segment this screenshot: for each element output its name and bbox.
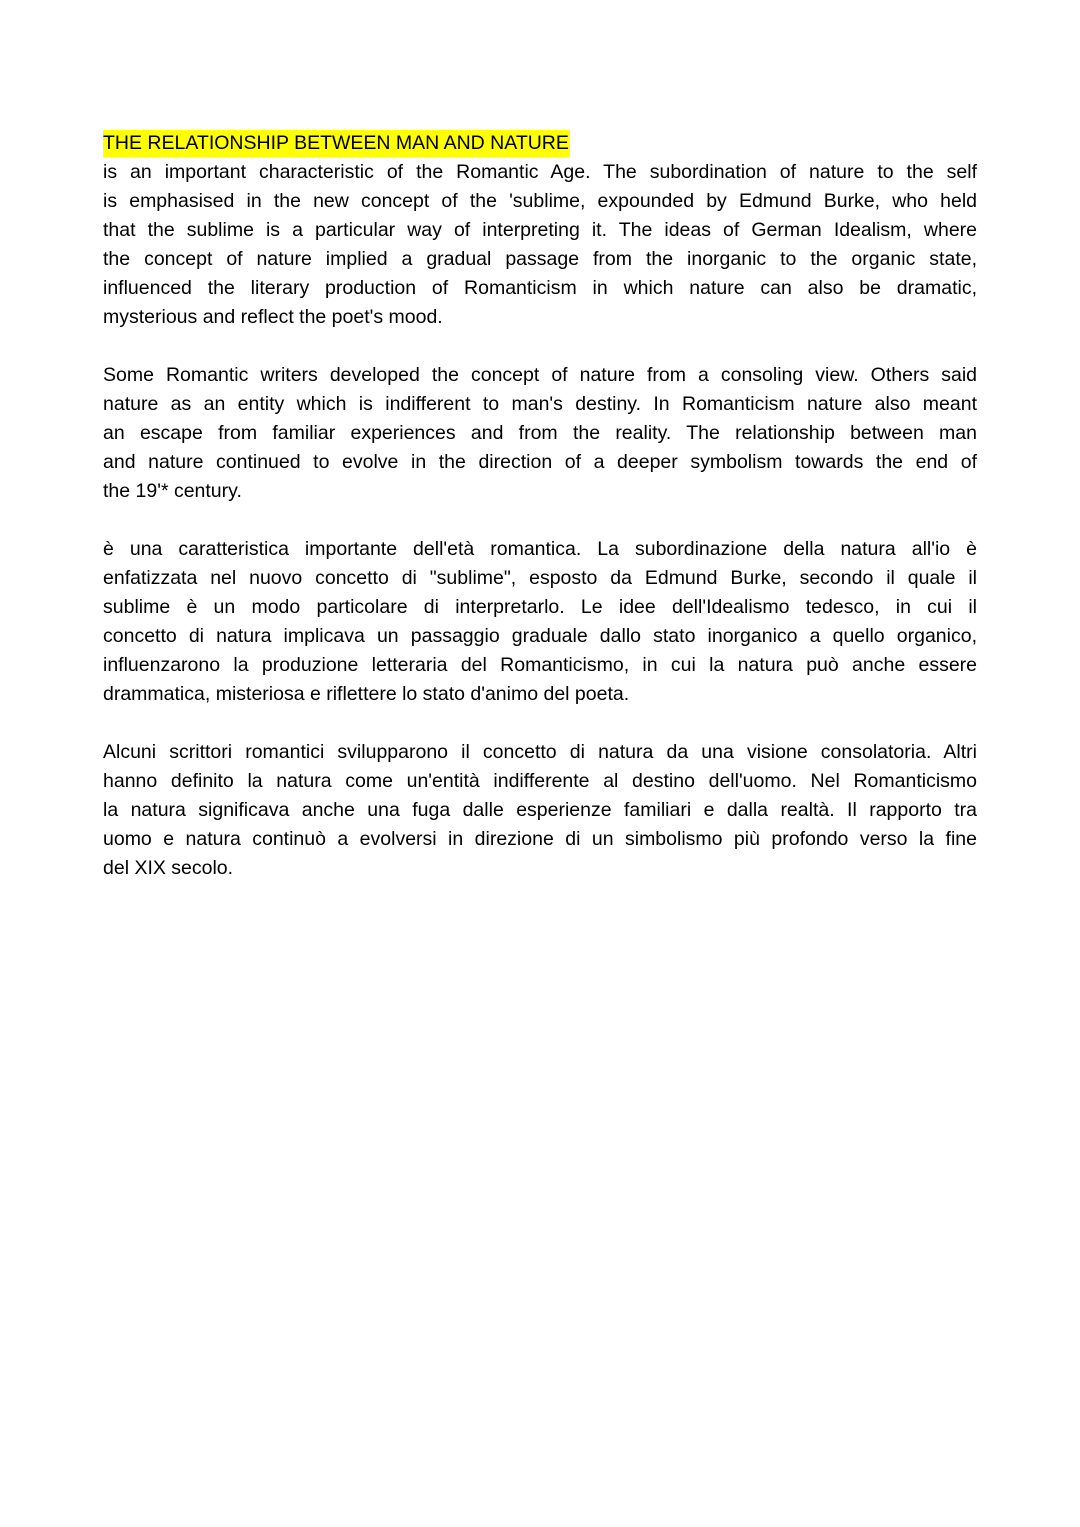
text-line: drammatica, misteriosa e riflettere lo stato d'animo del poeta.: [103, 683, 630, 705]
paragraph-italian-2: [103, 738, 977, 883]
paragraph-spacer: [103, 506, 977, 535]
text-line: Some Romantic writers developed the concept of nature from a consoling view. Others said: [103, 364, 977, 386]
text-line: del XIX secolo.: [103, 857, 234, 879]
text-line: the 19'* century.: [103, 480, 242, 502]
text-line: mysterious and reflect the poet's mood.: [103, 306, 443, 328]
paragraph-italian-1: [103, 535, 977, 709]
heading-line: [103, 129, 977, 158]
text-line: è una caratteristica importante dell'età romantica. La subordinazione della natura all'io è: [103, 538, 977, 560]
text-line: and nature continued to evolve in the direction of a deeper symbolism towards the end of: [103, 451, 977, 473]
text-line: influenced the literary production of Romanticism in which nature can also be dramatic,: [103, 277, 977, 299]
text-line: enfatizzata nel nuovo concetto di "sublime", esposto da Edmund Burke, secondo il quale il: [103, 567, 977, 589]
text-line: that the sublime is a particular way of interpreting it. The ideas of German Idealism, where: [103, 219, 977, 241]
text-line: nature as an entity which is indifferent to man's destiny. In Romanticism nature also meant: [103, 393, 977, 415]
text-line: is an important characteristic of the Romantic Age. The subordination of nature to the self: [103, 161, 977, 183]
text-line: influenzarono la produzione letteraria del Romanticismo, in cui la natura può anche essere: [103, 654, 977, 676]
text-line: Alcuni scrittori romantici svilupparono il concetto di natura da una visione consolatoria. Altri: [103, 741, 977, 763]
text-line: hanno definito la natura come un'entità indifferente al destino dell'uomo. Nel Romanticismo: [103, 770, 977, 792]
text-line: is emphasised in the new concept of the 'sublime, expounded by Edmund Burke, who held: [103, 190, 977, 212]
paragraph-english-2: [103, 361, 977, 506]
text-line: sublime è un modo particolare di interpretarlo. Le idee dell'Idealismo tedesco, in cui il: [103, 596, 977, 618]
text-line: an escape from familiar experiences and from the reality. The relationship between man: [103, 422, 977, 444]
text-line: the concept of nature implied a gradual passage from the inorganic to the organic state,: [103, 248, 977, 270]
text-line: concetto di natura implicava un passaggio graduale dallo stato inorganico a quello organico,: [103, 625, 977, 647]
document-page: [103, 129, 977, 883]
paragraph-spacer: [103, 332, 977, 361]
text-line: uomo e natura continuò a evolversi in direzione di un simbolismo più profondo verso la fine: [103, 828, 977, 850]
text-line: la natura significava anche una fuga dalle esperienze familiari e dalla realtà. Il rapporto tra: [103, 799, 977, 821]
paragraph-english-1: [103, 158, 977, 332]
paragraph-spacer: [103, 709, 977, 738]
highlighted-heading: THE RELATIONSHIP BETWEEN MAN AND NATURE: [103, 130, 570, 157]
